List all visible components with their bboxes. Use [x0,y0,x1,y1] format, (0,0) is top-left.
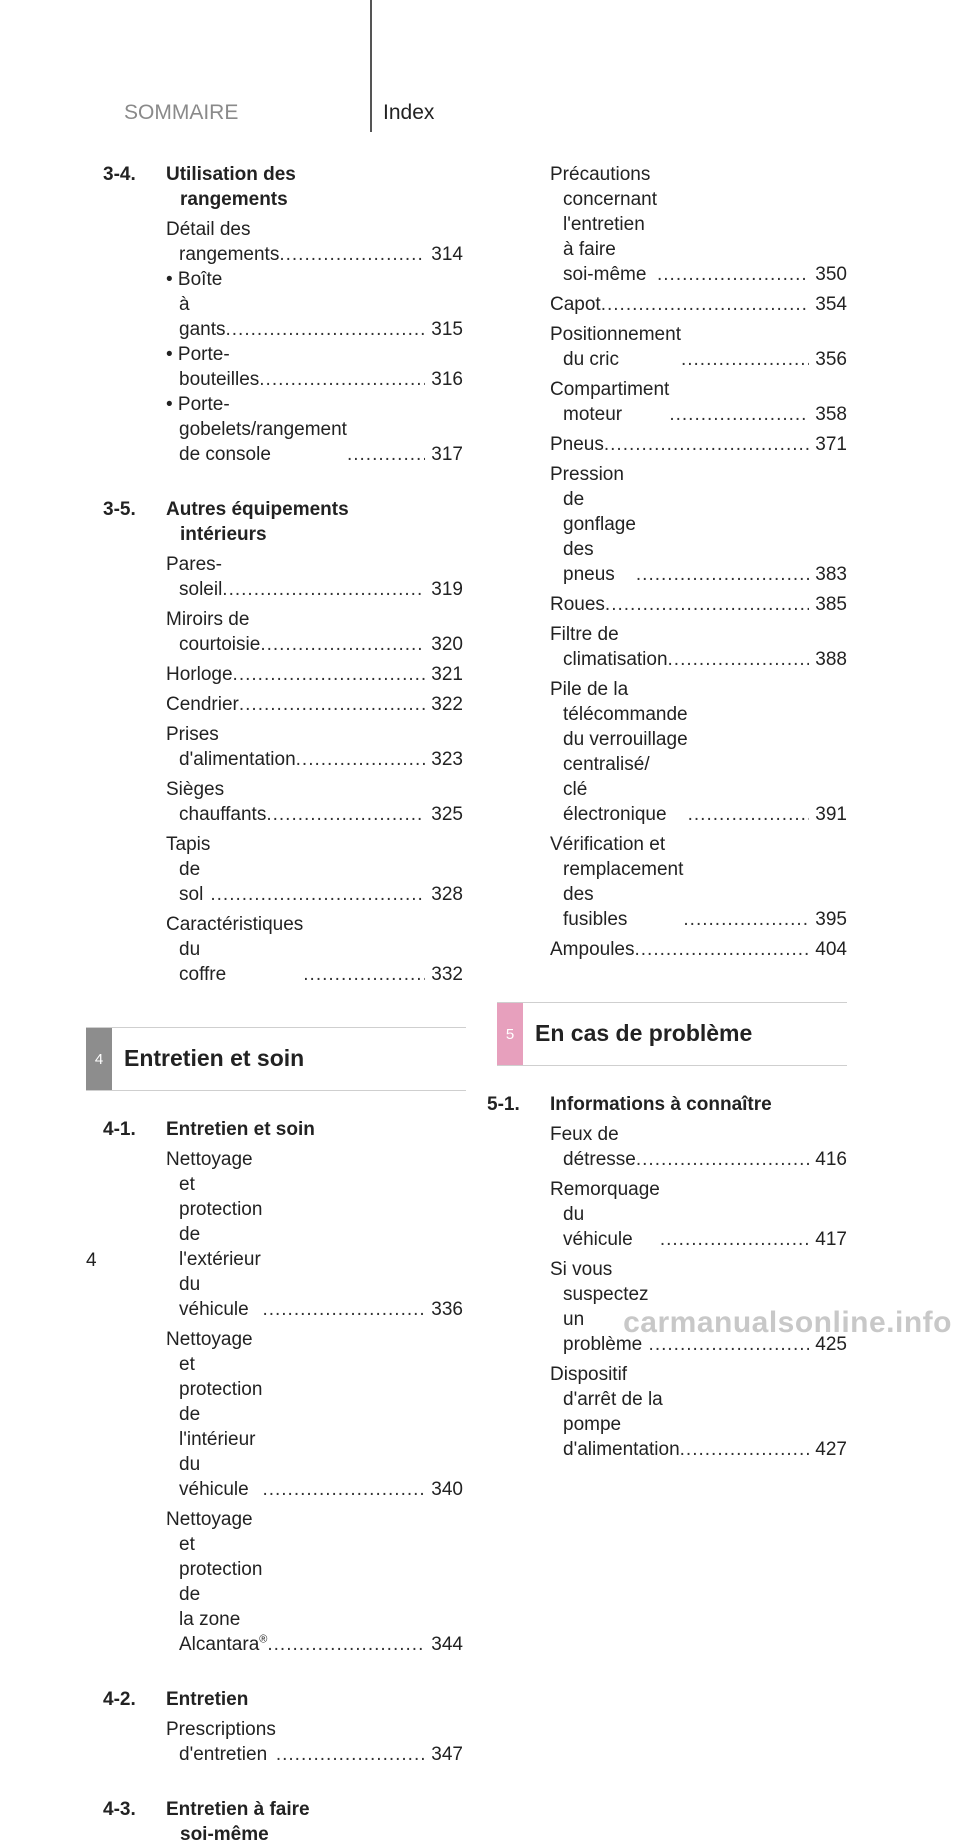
chapter-tab: 5 [497,1003,523,1065]
page-ref: 385 [815,594,847,615]
toc-entry[interactable]: Feux de détresse ..... 416 [550,1122,847,1172]
page-ref: 332 [431,964,463,985]
page-ref: 320 [431,634,463,655]
page-ref: 336 [431,1299,463,1320]
section-number: 3-4. [103,164,136,185]
index-link[interactable]: Index [383,101,435,124]
toc-entry[interactable]: Caractéristiques du coffre ..... 332 [166,912,463,987]
section-heading: 5-1. Informations à connaître [487,1094,772,1115]
toc-entry[interactable]: Vérification et remplacement des fusibles ..... 395 [550,832,847,932]
section-number: 4-2. [103,1689,136,1710]
page-ref: 325 [431,804,463,825]
toc-entry[interactable]: Prises d'alimentation ..... 323 [166,722,463,772]
toc-entry[interactable]: Pares-soleil ..... 319 [166,552,463,602]
page-ref: 391 [815,804,847,825]
page-ref: 404 [815,939,847,960]
section-number: 4-3. [103,1799,136,1820]
section-heading: 4-1. Entretien et soin [103,1119,315,1140]
page-ref: 417 [815,1229,847,1250]
page-ref: 383 [815,564,847,585]
toc-entry[interactable]: Filtre de climatisation ..... 388 [550,622,847,672]
toc-entry[interactable]: Nettoyage et protection de la zone Alcantara® ..... 344 [166,1507,463,1657]
toc-entry[interactable]: Tapis de sol ..... 328 [166,832,463,907]
chapter-title: En cas de problème [535,1020,753,1046]
page-ref: 323 [431,749,463,770]
sommaire-link[interactable]: SOMMAIRE [124,101,239,124]
page-ref: 347 [431,1744,463,1765]
header-divider [370,0,372,132]
chapter-title: Entretien et soin [124,1045,305,1071]
toc-entry[interactable]: Détail des rangements ..... 314 [166,217,463,267]
toc-entry[interactable]: • Porte-bouteilles ..... 316 [166,342,463,392]
page-ref: 344 [431,1634,463,1655]
toc-entry[interactable]: Cendrier ..... 322 [166,692,463,717]
toc-entry[interactable]: Roues ..... 385 [550,592,847,617]
toc-entry[interactable]: • Boîte à gants ..... 315 [166,267,463,342]
page-ref: 322 [431,694,463,715]
page-ref: 315 [431,319,463,340]
page-ref: 328 [431,884,463,905]
page-ref: 425 [815,1334,847,1355]
toc-entry[interactable]: Remorquage du véhicule ..... 417 [550,1177,847,1252]
section-heading: 3-5. Autres équipements intérieurs [103,499,349,545]
section-number: 4-1. [103,1119,136,1140]
toc-entry[interactable]: Pile de la télécommande du verrouillage centralisé/ clé électronique ..... 391 [550,677,847,827]
toc-column-left [94,162,463,1847]
chapter-banner-4[interactable] [86,1027,466,1091]
toc-column-right [487,162,847,1462]
page-ref: 395 [815,909,847,930]
page-ref: 350 [815,264,847,285]
page-ref: 317 [431,444,463,465]
toc-entry[interactable]: • Porte-gobelets/rangement de console ..... 317 [166,392,463,467]
page-ref: 316 [431,369,463,390]
page-ref: 427 [815,1439,847,1460]
page-ref: 321 [431,664,463,685]
toc-entry[interactable]: Ampoules ..... 404 [550,937,847,962]
page-ref: 319 [431,579,463,600]
section-heading: 4-2. Entretien [103,1689,249,1710]
chapter-banner-5[interactable] [497,1002,847,1066]
toc-entry[interactable]: Positionnement du cric ..... 356 [550,322,847,372]
page-ref: 356 [815,349,847,370]
toc-entry[interactable]: Nettoyage et protection de l'extérieur du véhicule ..... 336 [166,1147,463,1322]
toc-entry[interactable]: Pneus ..... 371 [550,432,847,457]
page-ref: 371 [815,434,847,455]
toc-entry[interactable]: Pression de gonflage des pneus ..... 383 [550,462,847,587]
toc-entry[interactable]: Sièges chauffants ..... 325 [166,777,463,827]
toc-entry[interactable]: Prescriptions d'entretien ..... 347 [166,1717,463,1767]
page-ref: 416 [815,1149,847,1170]
toc-entry[interactable]: Dispositif d'arrêt de la pompe d'alimentation ..... 427 [550,1362,847,1462]
page-number: 4 [86,1250,97,1271]
chapter-tab: 4 [86,1028,112,1090]
page-ref: 340 [431,1479,463,1500]
toc-entry[interactable]: Compartiment moteur ..... 358 [550,377,847,427]
toc-entry[interactable]: Nettoyage et protection de l'intérieur du véhicule ..... 340 [166,1327,463,1502]
toc-entry[interactable]: Capot ..... 354 [550,292,847,317]
toc-entry[interactable]: Miroirs de courtoisie ..... 320 [166,607,463,657]
page-ref: 358 [815,404,847,425]
toc-entry[interactable]: Horloge ..... 321 [166,662,463,687]
section-number: 3-5. [103,499,136,520]
page-ref: 388 [815,649,847,670]
toc-entry[interactable]: Si vous suspectez un problème ..... 425 [550,1257,847,1357]
toc-entry[interactable]: Précautions concernant l'entretien à faire soi-même ..... 350 [550,162,847,287]
page-ref: 354 [815,294,847,315]
page-ref: 314 [431,244,463,265]
watermark: carmanualsonline.info [623,1306,952,1339]
section-number: 5-1. [487,1094,520,1115]
section-heading: 4-3. Entretien à faire soi-même [103,1799,310,1845]
section-heading: 3-4. Utilisation des rangements [103,164,296,210]
